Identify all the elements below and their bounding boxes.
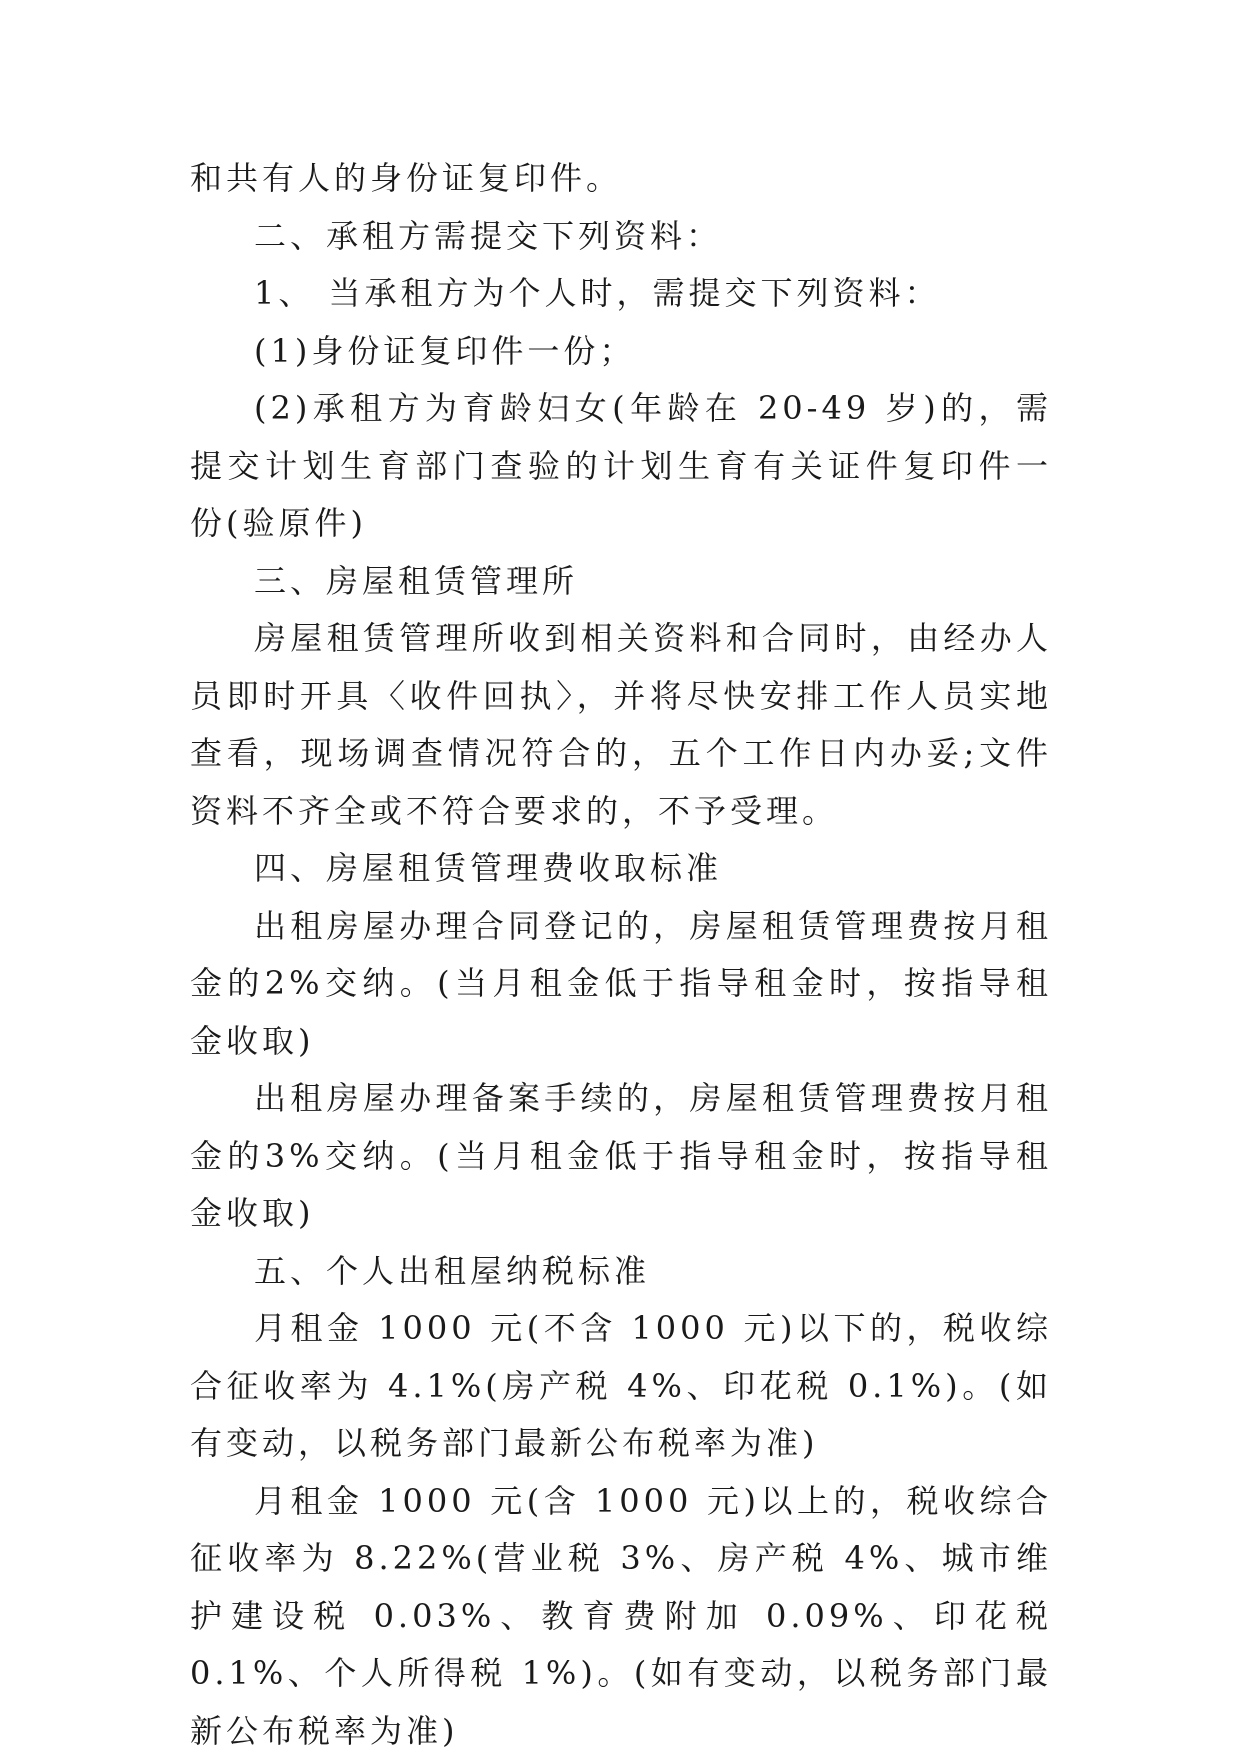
paragraph-6: 房屋租赁管理所收到相关资料和合同时，由经办人员即时开具〈收件回执〉，并将尽快安排工作人员实地查看，现场调查情况符合的，五个工作日内办妥;文件资料不齐全或不符合要求的，不予受理。 [190, 610, 1052, 840]
paragraph-4: (2)承租方为育龄妇女(年龄在 20-49 岁)的，需提交计划生育部门查验的计划生育有关证件复印件一份(验原件) [190, 380, 1052, 553]
paragraph-8: 出租房屋办理合同登记的，房屋租赁管理费按月租金的2%交纳。(当月租金低于指导租金时，按指导租金收取) [190, 898, 1052, 1071]
paragraph-10: 五、个人出租屋纳税标准 [190, 1243, 1052, 1301]
paragraph-0: 和共有人的身份证复印件。 [190, 150, 1052, 208]
document-page [190, 150, 1052, 1760]
paragraph-3: (1)身份证复印件一份； [190, 323, 1052, 381]
paragraph-9: 出租房屋办理备案手续的，房屋租赁管理费按月租金的3%交纳。(当月租金低于指导租金时，按指导租金收取) [190, 1070, 1052, 1243]
paragraph-2: 1、 当承租方为个人时，需提交下列资料： [190, 265, 1052, 323]
paragraph-7: 四、房屋租赁管理费收取标准 [190, 840, 1052, 898]
paragraph-5: 三、房屋租赁管理所 [190, 553, 1052, 611]
paragraph-11: 月租金 1000 元(不含 1000 元)以下的，税收综合征收率为 4.1%(房产税 4%、印花税 0.1%)。(如有变动，以税务部门最新公布税率为准) [190, 1300, 1052, 1473]
paragraph-1: 二、承租方需提交下列资料： [190, 208, 1052, 266]
paragraph-12: 月租金 1000 元(含 1000 元)以上的，税收综合征收率为 8.22%(营业税 3%、房产税 4%、城市维护建设税 0.03%、教育费附加 0.09%、印花税 0.1%、个人所得税 1%)。(如有变动，以税务部门最新公布税率为准) [190, 1473, 1052, 1760]
